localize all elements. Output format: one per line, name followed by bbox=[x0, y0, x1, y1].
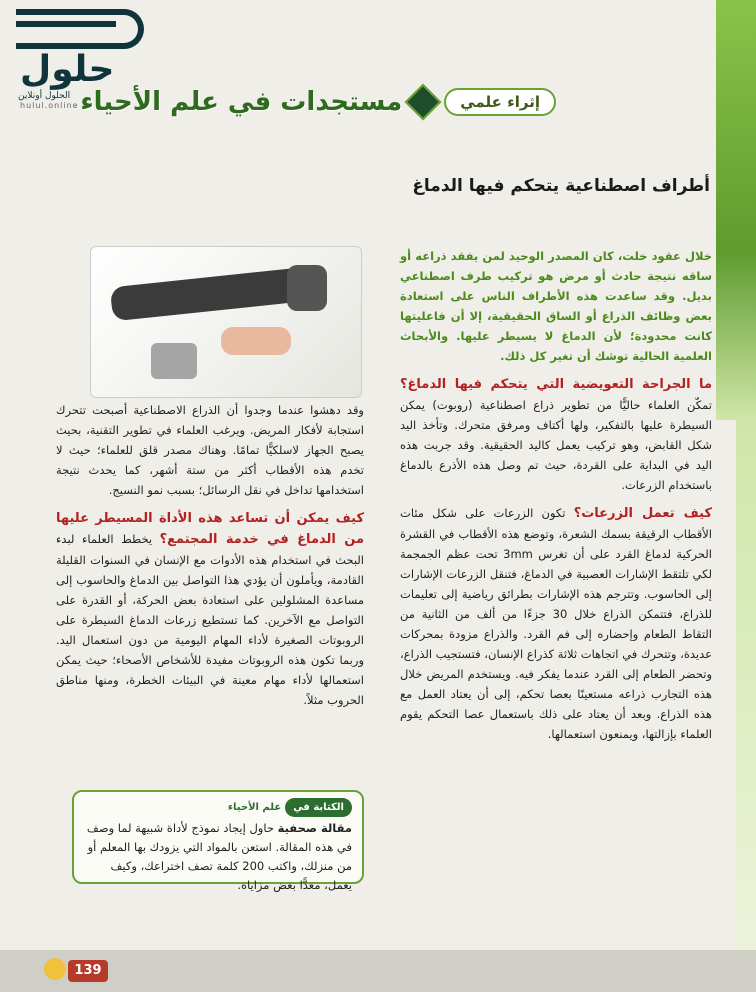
robotic-arm-shape bbox=[110, 267, 312, 322]
device-shape bbox=[151, 343, 197, 379]
decorative-leaf-band bbox=[716, 0, 756, 420]
human-hand-shape bbox=[221, 327, 291, 355]
writing-tab: الكتابة في bbox=[285, 798, 352, 817]
paragraph-future-research: يخطط العلماء لبدء البحث في استخدام هذه الأدوات مع الإنسان في السنوات القليلة القادمة، ويأملون أن يؤدي هذا التواصل بين الدماغ والحاسوب إلى مساعدة المشلولين على استعادة بعض الحركة، أو القدرة على التواصل مع الآخرين. كما تستطيع زرعات الدماغ السيطرة على الروبوتات الصغيرة لأداء المهام اليومية من دون استعمال اليد. وربما تكون هذه الروبوتات مفيدة للأشخاص الأصحاء؛ حيث يمكن استعمالها لأداء مهام معينة في البيئات الخطرة، ومنها مناطق الحروب مثلاً. bbox=[56, 532, 364, 707]
logo-mark-icon bbox=[16, 9, 144, 49]
activity-text: حاول إيجاد نموذج لأداة شبيهة لما وصف في هذه المقالة. استعن بالمواد التي يزودك بها المعلم أو من منزلك، واكتب 200 كلمة تصف اختراعك، وكيف يعمل، معدًّا بعض مزاياه. bbox=[86, 821, 352, 892]
left-column bbox=[56, 400, 364, 710]
decorative-leaf-band-lower bbox=[736, 420, 756, 980]
logo-word: حلول bbox=[20, 49, 115, 90]
page-number: 139 bbox=[68, 960, 108, 982]
banner-title: مستجدات في علم الأحياء bbox=[80, 87, 403, 117]
paragraph-robot-arm: تمكّن العلماء حاليًّا من تطوير ذراع اصطناعية (روبوت) يمكن السيطرة عليها بالتفكير، ولها أكتاف ومرفق متحرك. وتأخذ اليد شكل القابض، وهو تركيب يعمل كاليد الحقيقية. وقد جربت هذه اليد في البداية على القردة، حيث تم وصل هذه الأذرع بالدماغ باستخدام الزرعات. bbox=[400, 398, 712, 492]
intro-paragraph: خلال عقود خلت، كان المصدر الوحيد لمن يفقد ذراعه أو ساقه نتيجة حادث أو مرض هو تركيب طرف اصطناعي بديل. وقد ساعدت هذه الأطراف الناس على استعادة بعض وظائف الذراع أو الساق الحقيقية، إلا أن فاعليتها كانت محدودة؛ لأن الدماغ لا يسيطر عليها. والأبحاث العلمية الحالية توشك أن تغير كل ذلك. bbox=[400, 249, 712, 363]
diamond-icon bbox=[405, 84, 442, 121]
logo-subtitle: الحلول أونلاين bbox=[18, 91, 71, 101]
page-bullet-icon bbox=[44, 958, 66, 980]
bottom-band bbox=[0, 950, 756, 992]
right-column bbox=[400, 246, 712, 744]
paragraph-implants: تكون الزرعات على شكل مئات الأقطاب الرقيقة بسمك الشعرة، وتوضع هذه الأقطاب في القشرة الحركية لدماغ القرد على أن تغرس 3mm تحت عظم الجمجمة لكي تلتقط الإشارات العصبية في الدماغ، فتنقل الزرعات الإشارات إلى الحاسوب. وتترجم هذه الإشارات بطرائق رياضية إلى تعليمات للذراع، فتتمكن الذراع خلال 30 جزءًا من ألف من الثانية من التقاط الطعام وإحضاره إلى فم القرد. والذراع مزودة بمحركات عديدة، وتتحرك في اتجاهات ثلاثة كذراع الإنسان، فتستجيب الذراع، وتحضر الطعام إلى القرد عندما يفكر فيه. ويستخدم المريض خلال هذه التجارب ذراعه مستعينًا بعصا تحكم، إلى أن يعتاد العمل مع هذه الذراع. وبعد أن يعتاد على ذلك باستعمال عصا التحكم يقوم العلماء بإزالتها، ويمنعون استعمالها. bbox=[400, 506, 712, 741]
prosthetic-arm-photo bbox=[90, 246, 362, 398]
biology-tab: علم الأحياء bbox=[227, 802, 282, 813]
section-title: أطراف اصطناعية يتحكم فيها الدماغ bbox=[412, 176, 710, 196]
robotic-hand-shape bbox=[287, 265, 327, 311]
writing-activity-box bbox=[72, 790, 364, 892]
heading-brain-controlled-prosthesis: ما الجراحة التعويضية التي يتحكم فيها الدماغ؟ bbox=[400, 377, 712, 392]
activity-lead: مقالة صحفية bbox=[277, 821, 352, 835]
heading-how-implants-work: كيف تعمل الزرعات؟ bbox=[573, 506, 713, 521]
chapter-banner bbox=[80, 88, 556, 116]
logo-url: hulul.online bbox=[20, 101, 79, 110]
paragraph-results: وقد دهشوا عندما وجدوا أن الذراع الاصطناعية أصبحت تتحرك استجابة لأفكار المريض. ويرغب العلماء في تطوير التقنية، بحيث يصبح الجهاز لاسلكيًّا تمامًا. وهناك مصدر قلق للعلماء؛ حيث لا تخدم هذه الأقطاب أكثر من ستة أشهر، كما يحدث نتيجة استخدامها تداخل في نقل الرسائل؛ بسبب نمو النسيج. bbox=[56, 403, 364, 497]
enrichment-badge: إثراء علمي bbox=[444, 88, 556, 116]
heading-society-benefit: كيف يمكن أن تساعد هذه الأداة المسيطر عليها من الدماغ في خدمة المجتمع؟ bbox=[56, 511, 364, 547]
